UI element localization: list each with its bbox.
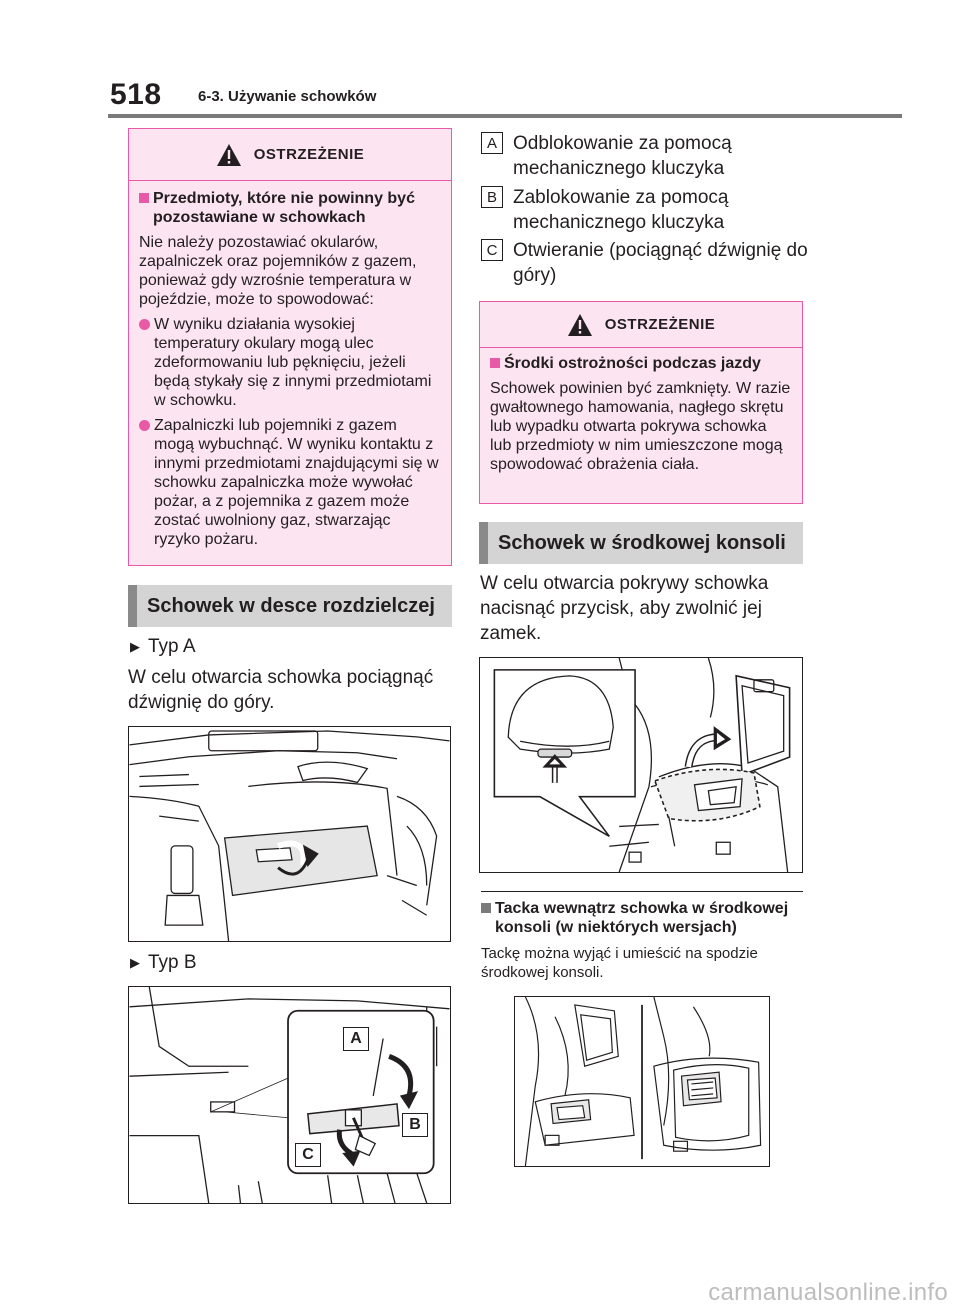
square-bullet-icon xyxy=(139,193,149,203)
section-title: 6-3. Używanie schowków xyxy=(198,88,377,105)
type-a-instruction: W celu otwarcia schowka pociągnąć dźwignię do góry. xyxy=(128,667,434,713)
legend-text: Otwieranie (pociągnąć dźwignię do góry) xyxy=(513,240,808,286)
legend-key: A xyxy=(481,132,503,154)
warning-box-driving xyxy=(479,301,803,504)
warning-header xyxy=(129,129,451,181)
console-heading: Schowek w środkowej konsoli xyxy=(479,522,803,564)
warning-triangle-icon xyxy=(216,143,242,167)
legend-text: Zablokowanie za pomocą mechanicznego kluczyka xyxy=(513,187,729,233)
warning-bullet: W wyniku działania wysokiej temperatury okulary mogą ulec zdeformowaniu lub pęknięciu, jeżeli będą stykały się z innymi przedmiotami w schowku. xyxy=(139,315,441,410)
page-number: 518 xyxy=(110,78,162,111)
figure-console-tray xyxy=(514,996,770,1167)
warning-box-storage xyxy=(128,128,452,566)
warning-triangle-icon xyxy=(567,313,593,337)
legend-item-b xyxy=(481,185,811,235)
legend-item-c xyxy=(481,238,811,288)
figure-glovebox-type-a xyxy=(128,726,451,942)
tray-text: Tackę można wyjąć i umieścić na spodzie środkowej konsoli. xyxy=(481,945,758,981)
subsection-rule xyxy=(481,891,803,892)
type-b-label: ▶ Typ B xyxy=(130,952,197,973)
circle-bullet-icon xyxy=(139,420,150,431)
warning-label: OSTRZEŻENIE xyxy=(253,146,365,163)
warning-text: Schowek powinien być zamknięty. W razie gwałtownego hamowania, nagłego skrętu lub wypadku otwarta pokrywa schowka lub przedmioty w nim umieszczone mogą spowodować obrażenia ciała. xyxy=(490,380,791,473)
warning-label: OSTRZEŻENIE xyxy=(604,316,716,333)
tray-subheading: Tacka wewnątrz schowka w środkowej konsoli (w niektórych wersjach) xyxy=(481,899,806,937)
warning-header xyxy=(480,302,802,348)
watermark: carmanualsonline.info xyxy=(708,1279,948,1306)
circle-bullet-icon xyxy=(139,319,150,330)
console-instruction: W celu otwarcia pokrywy schowka nacisnąć przycisk, aby zwolnić jej zamek. xyxy=(480,573,769,644)
warning-subheading: Środki ostrożności podczas jazdy xyxy=(490,354,792,373)
figure-glovebox-type-b xyxy=(128,986,451,1204)
page-header xyxy=(110,78,900,118)
figure-console-box xyxy=(479,657,803,873)
square-bullet-icon xyxy=(490,358,500,368)
legend-key: C xyxy=(481,239,503,261)
warning-intro: Nie należy pozostawiać okularów, zapalniczek oraz pojemników z gazem, ponieważ gdy wzrośnie temperatura w pojeździe, może to spowodować: xyxy=(139,234,417,308)
warning-bullet: Zapalniczki lub pojemniki z gazem mogą wybuchnąć. W wyniku kontaktu z innymi przedmiotami znajdującymi się w schowku zapalniczka może wywołać pożar, a z pojemnika z gazem może zostać uwolniony gaz, stwarzając ryzyko pożaru. xyxy=(139,416,441,549)
callout-c: C xyxy=(295,1143,321,1167)
square-bullet-icon xyxy=(481,903,491,913)
warning-subheading: Przedmioty, które nie powinny być pozostawiane w schowkach xyxy=(139,189,441,227)
legend-key: B xyxy=(481,186,503,208)
type-a-label: ▶ Typ A xyxy=(130,636,196,657)
header-rule xyxy=(108,114,902,118)
callout-a: A xyxy=(343,1027,369,1051)
triangle-right-icon: ▶ xyxy=(130,639,140,654)
triangle-right-icon: ▶ xyxy=(130,955,140,970)
callout-b: B xyxy=(402,1113,428,1137)
legend-item-a xyxy=(481,131,811,181)
glovebox-heading: Schowek w desce rozdzielczej xyxy=(128,585,452,627)
legend-text: Odblokowanie za pomocą mechanicznego kluczyka xyxy=(513,133,732,179)
